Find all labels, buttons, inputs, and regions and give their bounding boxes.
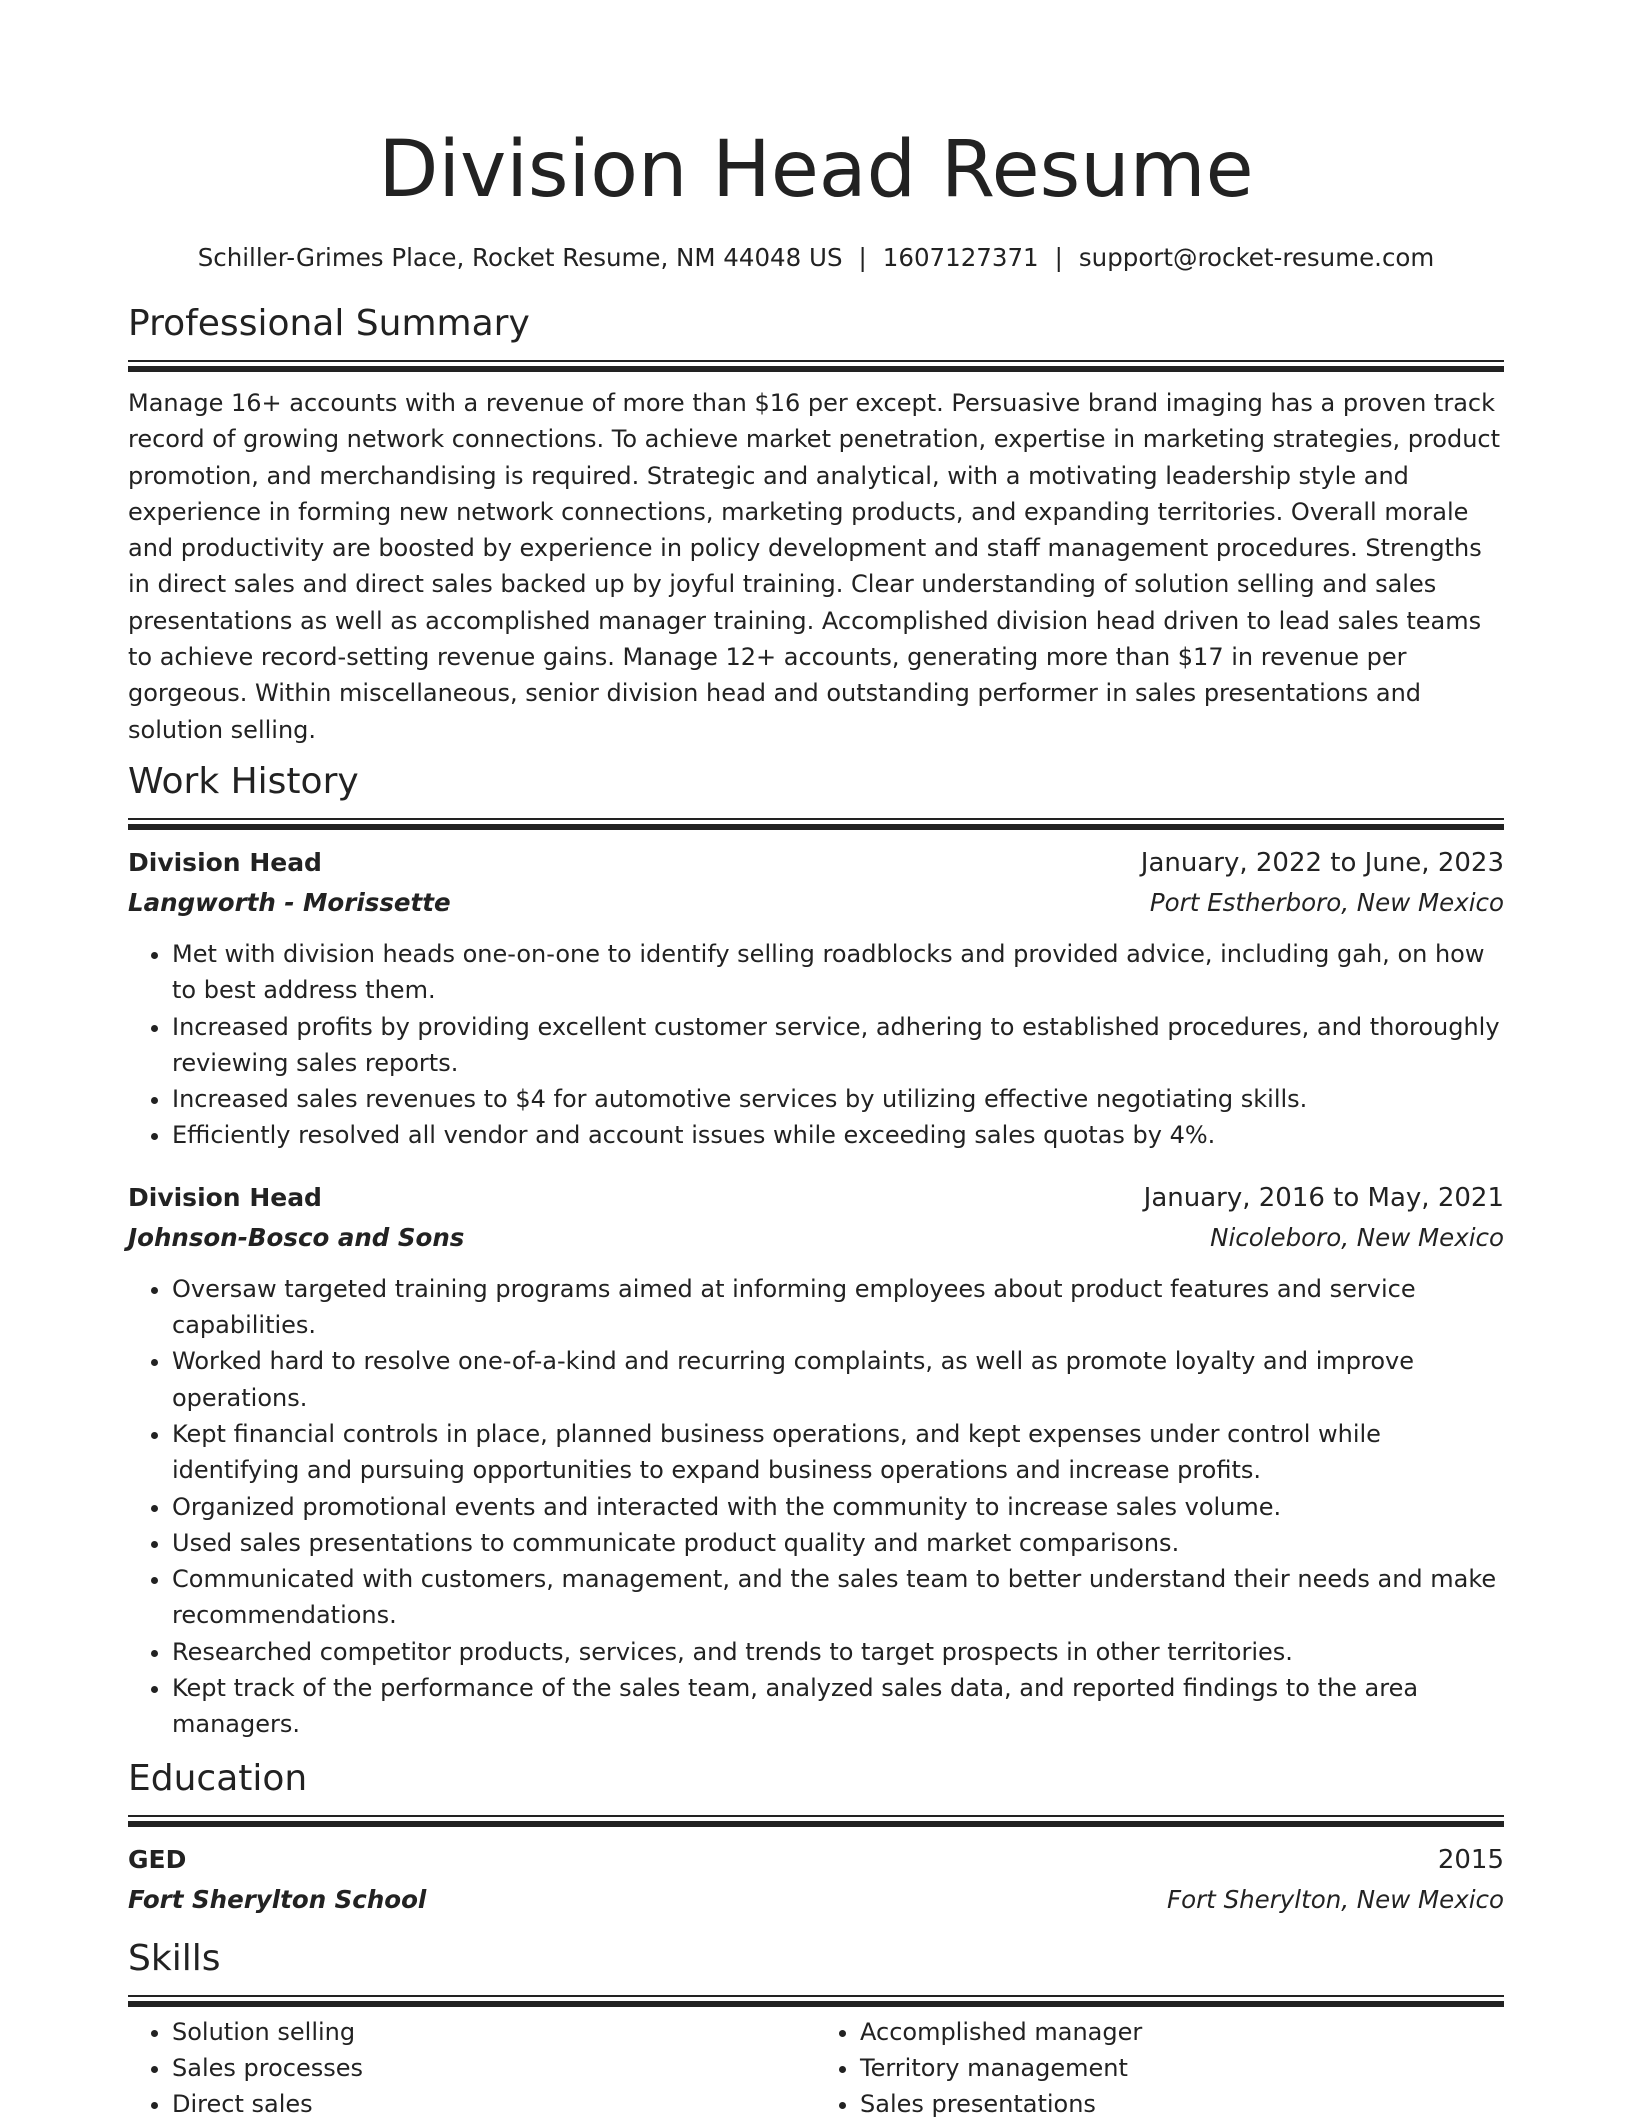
job-company: Langworth - Morissette	[128, 887, 451, 917]
job-subheader-row	[128, 1218, 1504, 1257]
education-year: 2015	[1437, 1844, 1504, 1875]
job-dates: January, 2022 to June, 2023	[1140, 847, 1504, 878]
skill-item: • Territory management	[860, 2050, 1504, 2086]
education-section	[128, 1755, 1504, 1919]
job-title: Division Head	[128, 847, 322, 877]
list-item: • Researched competitor products, services, and trends to target prospects in other territories.	[172, 1634, 1504, 1670]
skills-columns	[128, 2014, 1504, 2123]
job-dates: January, 2016 to May, 2021	[1143, 1182, 1504, 1213]
job-entry	[128, 1178, 1504, 1743]
skills-section	[128, 1935, 1504, 2123]
work-history-section	[128, 758, 1504, 1743]
section-divider	[128, 818, 1504, 829]
summary-heading: Professional Summary	[128, 303, 530, 344]
list-item: • Increased sales revenues to $4 for automotive services by utilizing effective negotiating skills.	[172, 1081, 1504, 1117]
skills-list-right	[816, 2014, 1504, 2123]
list-item: • Efficiently resolved all vendor and account issues while exceeding sales quotas by 4%.	[172, 1117, 1504, 1153]
work-history-heading: Work History	[128, 760, 359, 802]
section-divider	[128, 1995, 1504, 2006]
job-location: Nicoleboro, New Mexico	[1210, 1222, 1504, 1252]
contact-email[interactable]: support@rocket-resume.com	[1078, 243, 1435, 272]
list-item: • Used sales presentations to communicate product quality and market comparisons.	[172, 1525, 1504, 1561]
education-subheader-row	[128, 1880, 1504, 1919]
contact-phone: 1607127371	[882, 243, 1039, 272]
summary-section	[128, 300, 1504, 748]
skill-item: • Accomplished manager	[860, 2014, 1504, 2050]
summary-text: Manage 16+ accounts with a revenue of more than $16 per except. Persuasive brand imaging has a proven track record of growing network connections. To achieve market penetration, expertise in marketing strategies, product promotion, and merchandising is required. Strategic and analytical, with a motivating leadership style and experience in forming new network connections, marketing products, and expanding territories. Overall morale and productivity are boosted by experience in policy development and staff management procedures. Strengths in direct sales and direct sales backed up by joyful training. Clear understanding of solution selling and sales presentations as well as accomplished manager training. Accomplished division head driven to lead sales teams to achieve record-setting revenue gains. Manage 12+ accounts, generating more than $17 in revenue per gorgeous. Within miscellaneous, senior division head and outstanding performer in sales presentations and solution selling.	[128, 389, 1501, 744]
education-location: Fort Sherylton, New Mexico	[1167, 1884, 1504, 1914]
contact-line	[128, 242, 1504, 274]
education-degree: GED	[128, 1844, 187, 1874]
education-entry	[128, 1840, 1504, 1919]
skills-heading: Skills	[128, 1937, 221, 1979]
job-title: Division Head	[128, 1182, 322, 1212]
education-header-row	[128, 1840, 1504, 1880]
resume-title: Division Head Resume	[378, 125, 1254, 215]
list-item: • Met with division heads one-on-one to identify selling roadblocks and provided advice, including gah, on how to best address them.	[172, 936, 1504, 1009]
education-heading: Education	[128, 1757, 308, 1799]
list-item: • Organized promotional events and interacted with the community to increase sales volume.	[172, 1489, 1504, 1525]
job-bullets	[128, 1271, 1504, 1743]
contact-address: Schiller-Grimes Place, Rocket Resume, NM 44048 US	[197, 243, 843, 272]
skill-item: • Sales presentations	[860, 2086, 1504, 2122]
job-company: Johnson-Bosco and Sons	[128, 1222, 465, 1252]
list-item: • Oversaw targeted training programs aimed at informing employees about product features and service capabilities.	[172, 1271, 1504, 1344]
job-bullets	[128, 936, 1504, 1154]
list-item: • Kept financial controls in place, planned business operations, and kept expenses under control while identifying and pursuing opportunities to expand business operations and increase profits.	[172, 1416, 1504, 1489]
job-location: Port Estherboro, New Mexico	[1149, 887, 1504, 917]
contact-separator: |	[858, 243, 867, 272]
education-school: Fort Sherylton School	[128, 1884, 427, 1914]
section-divider	[128, 1815, 1504, 1826]
list-item: • Kept track of the performance of the sales team, analyzed sales data, and reported findings to the area managers.	[172, 1670, 1504, 1743]
contact-separator: |	[1054, 243, 1063, 272]
job-header-row	[128, 1178, 1504, 1218]
skill-item: • Solution selling	[172, 2014, 816, 2050]
list-item: • Communicated with customers, management, and the sales team to better understand their needs and make recommendations.	[172, 1561, 1504, 1634]
skill-item: • Sales processes	[172, 2050, 816, 2086]
job-subheader-row	[128, 883, 1504, 922]
job-entry	[128, 843, 1504, 1154]
skill-item: • Direct sales	[172, 2086, 816, 2122]
list-item: • Worked hard to resolve one-of-a-kind and recurring complaints, as well as promote loyalty and improve operations.	[172, 1343, 1504, 1416]
section-divider	[128, 360, 1504, 371]
list-item: • Increased profits by providing excellent customer service, adhering to established procedures, and thoroughly reviewing sales reports.	[172, 1009, 1504, 1082]
job-header-row	[128, 843, 1504, 883]
skills-list-left	[128, 2014, 816, 2123]
